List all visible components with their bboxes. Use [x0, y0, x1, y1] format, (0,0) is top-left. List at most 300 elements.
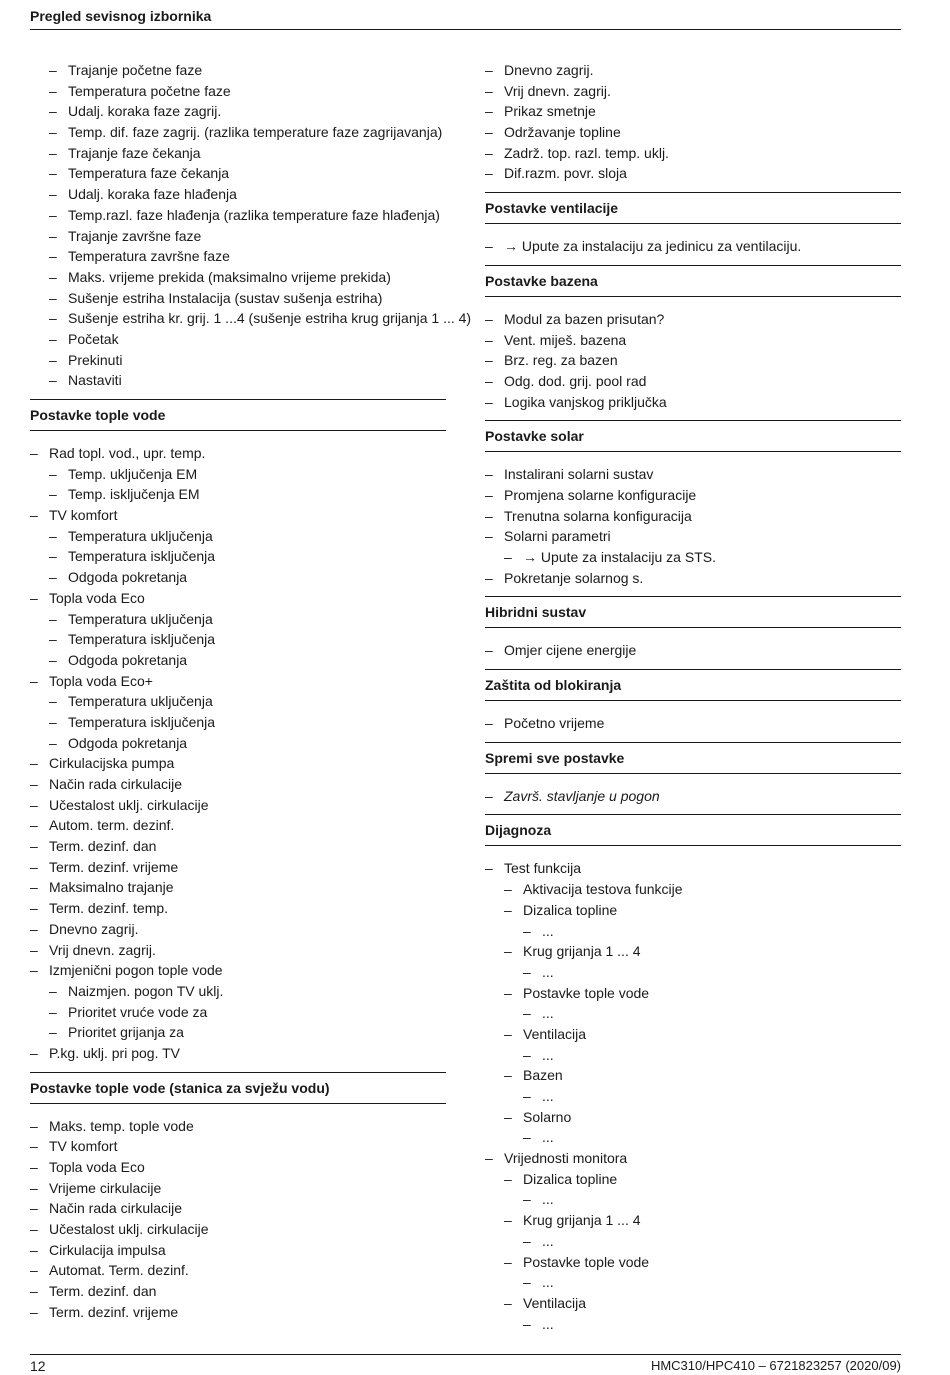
list-dash: –: [30, 1221, 38, 1238]
list-dash: –: [49, 103, 57, 120]
list-item: [485, 547, 901, 568]
list-dash: –: [504, 1253, 512, 1270]
list-item-text: Sušenje estriha kr. grij. 1 ...4 (sušenje estriha krug grijanja 1 ... 4): [68, 310, 472, 327]
list-item: [485, 122, 901, 143]
list-item: [30, 205, 446, 226]
list-dash: –: [30, 941, 38, 958]
list-item: [30, 143, 446, 164]
list-item: [485, 1169, 901, 1190]
list-item-text: Dizalica topline: [523, 901, 618, 918]
list-item-text: Prioritet vruće vode za: [68, 1003, 208, 1020]
list-item: [485, 1231, 901, 1252]
section-heading: Postavke solar: [485, 420, 901, 452]
list-dash: –: [504, 549, 512, 565]
list-item-text: ...: [542, 1005, 554, 1022]
list-item-text: Odg. dod. grij. pool rad: [504, 372, 647, 389]
list-dash: –: [485, 124, 493, 141]
list-item-text: Sušenje estriha Instalacija (sustav sušenja estriha): [68, 289, 383, 306]
list-item: [485, 983, 901, 1004]
page-header: [30, 6, 901, 30]
list-item: [30, 122, 446, 143]
list-item: [485, 506, 901, 527]
list-item: [30, 1022, 446, 1043]
list-dash: –: [30, 445, 38, 461]
list-item: [485, 640, 901, 661]
list-item-text: ...: [542, 1046, 554, 1063]
list-item: [30, 795, 446, 816]
list-item: [30, 546, 446, 567]
list-item-text: Učestalost uklj. cirkulacije: [49, 796, 209, 813]
list-dash: –: [485, 787, 493, 804]
list-item-text: Topla voda Eco: [49, 1159, 145, 1175]
list-item: [30, 350, 446, 371]
list-item-text: Bazen: [523, 1067, 563, 1084]
list-item: [30, 650, 446, 671]
list-item-text: Početak: [68, 330, 119, 347]
list-item: [30, 733, 446, 754]
list-item-text: Term. dezinf. vrijeme: [49, 1303, 179, 1320]
list-item-text: Maks. vrijeme prekida (maksimalno vrijeme prekida): [68, 268, 391, 285]
list-item-text: Temperatura uključenja: [68, 610, 213, 627]
list-item: [485, 143, 901, 164]
list-item: [30, 1002, 446, 1023]
list-item-text: Nastaviti: [68, 372, 122, 389]
list-dash: –: [49, 1003, 57, 1020]
list-item: [30, 308, 472, 329]
list-item-text: Solarno: [523, 1108, 572, 1125]
list-dash: –: [523, 1088, 531, 1104]
list-dash: –: [30, 858, 38, 875]
list-dash: –: [523, 922, 531, 939]
list-item-text: Maksimalno trajanje: [49, 879, 174, 896]
list-dash: –: [30, 672, 38, 689]
list-item: [485, 786, 901, 807]
list-item-text: Temp.razl. faze hlađenja (razlika temperature faze hlađenja): [68, 206, 440, 223]
list-dash: –: [49, 982, 57, 999]
list-item-text: Test funkcija: [504, 860, 582, 877]
list-item: [30, 1116, 446, 1137]
list-dash: –: [504, 1025, 512, 1042]
list-item-text: P.kg. uklj. pri pog. TV: [49, 1044, 180, 1061]
list-item-text: Vrij dnevn. zagrij.: [504, 82, 611, 99]
list-dash: –: [49, 330, 57, 347]
list-dash: –: [30, 920, 38, 937]
list-item-text: Održavanje topline: [504, 124, 621, 141]
list-item-text: Odgoda pokretanja: [68, 734, 188, 751]
list-dash: –: [485, 165, 493, 182]
list-item-text: Ventilacija: [523, 1294, 587, 1311]
list-item: [30, 1157, 446, 1178]
list-dash: –: [49, 713, 57, 730]
list-item: [30, 288, 446, 309]
list-item: [485, 371, 901, 392]
list-dash: –: [523, 1232, 531, 1249]
list-item-text: ...: [542, 1129, 554, 1146]
list-dash: –: [30, 838, 38, 855]
list-dash: –: [523, 963, 531, 980]
list-item-text: Odgoda pokretanja: [68, 651, 188, 668]
list-item-text: Temperatura isključenja: [68, 631, 216, 648]
list-item: [485, 309, 901, 330]
list-item: [485, 568, 901, 589]
list-item-text: Udalj. koraka faze hlađenja: [68, 186, 237, 203]
list-dash: –: [485, 144, 493, 161]
list-dash: –: [49, 206, 57, 223]
list-item: [485, 713, 901, 734]
list-dash: –: [485, 860, 493, 877]
list-item-text: Postavke tople vode: [523, 984, 650, 1001]
list-item-text: Prekinuti: [68, 351, 123, 368]
list-item: [485, 1210, 901, 1231]
list-item: [30, 267, 446, 288]
list-item: [30, 1136, 446, 1157]
list-item-text: Autom. term. dezinf.: [49, 817, 175, 834]
list-item-text: Odgoda pokretanja: [68, 569, 188, 586]
section-heading: Zaštita od blokiranja: [485, 669, 901, 701]
list-dash: –: [30, 1117, 38, 1134]
list-item-text: → Upute za instalaciju za jedinicu za ventilaciju.: [504, 238, 802, 255]
list-item-text: Maks. temp. tople vode: [49, 1117, 194, 1134]
list-item: [485, 1148, 901, 1169]
list-item-text: ...: [542, 963, 554, 980]
list-item: [30, 671, 446, 692]
list-item: [485, 236, 901, 257]
list-item-text: Term. dezinf. vrijeme: [49, 858, 179, 875]
list-item: [485, 921, 901, 942]
document-id: HMC310/HPC410 – 6721823257 (2020/09): [650, 1358, 901, 1373]
list-dash: –: [504, 1108, 512, 1125]
list-dash: –: [49, 465, 57, 482]
list-dash: –: [485, 642, 493, 659]
list-dash: –: [49, 651, 57, 668]
list-dash: –: [485, 393, 493, 410]
list-item-text: Dnevno zagrij.: [49, 920, 139, 937]
list-dash: –: [49, 248, 57, 265]
list-dash: –: [49, 548, 57, 565]
list-item-text: ...: [542, 1232, 554, 1249]
list-item-text: Postavke tople vode: [523, 1253, 650, 1270]
list-dash: –: [485, 569, 493, 586]
list-dash: –: [485, 331, 493, 348]
list-item: [485, 464, 901, 485]
list-item: [30, 815, 446, 836]
list-item-text: Temp. uključenja EM: [68, 465, 198, 482]
list-item: [30, 443, 446, 464]
list-item-text: Vrij dnevn. zagrij.: [49, 941, 156, 958]
list-item-text: Temp. dif. faze zagrij. (razlika temperature faze zagrijavanja): [68, 124, 443, 141]
list-item-text: ...: [542, 1191, 554, 1208]
list-item-text: Cirkulacija impulsa: [49, 1241, 166, 1258]
list-dash: –: [485, 466, 493, 483]
list-item-text: Ventilacija: [523, 1025, 587, 1042]
list-item-text: Prioritet grijanja za: [68, 1024, 184, 1041]
list-item-text: Završ. stavljanje u pogon: [504, 787, 660, 804]
list-item-text: Pokretanje solarnog s.: [504, 569, 644, 586]
list-item-text: Dnevno zagrij.: [504, 62, 594, 78]
list-item-text: Temperatura završne faze: [68, 248, 230, 265]
list-item-text: Krug grijanja 1 ... 4: [523, 1212, 641, 1229]
list-dash: –: [49, 486, 57, 503]
list-item-text: Topla voda Eco+: [49, 672, 153, 689]
list-item: [30, 505, 446, 526]
list-item-text: Brz. reg. za bazen: [504, 352, 618, 369]
list-dash: –: [523, 1315, 531, 1332]
list-item-text: Rad topl. vod., upr. temp.: [49, 445, 206, 461]
list-item-text: Temp. isključenja EM: [68, 486, 200, 503]
list-item: [30, 101, 446, 122]
section-heading: Dijagnoza: [485, 814, 901, 846]
list-item: [30, 1219, 446, 1240]
section-heading: Postavke tople vode: [30, 399, 446, 431]
list-item-text: Dif.razm. povr. sloja: [504, 165, 627, 182]
list-dash: –: [49, 351, 57, 368]
list-dash: –: [49, 372, 57, 389]
list-dash: –: [523, 1129, 531, 1146]
list-item: [485, 900, 901, 921]
list-dash: –: [30, 817, 38, 834]
list-dash: –: [30, 1200, 38, 1217]
list-dash: –: [30, 1179, 38, 1196]
list-item: [485, 962, 901, 983]
list-item-text: Solarni parametri: [504, 528, 611, 545]
list-item-text: ...: [542, 1315, 554, 1332]
list-dash: –: [523, 1191, 531, 1208]
list-item-text: Omjer cijene energije: [504, 642, 637, 659]
list-dash: –: [523, 1005, 531, 1022]
list-item: [30, 246, 446, 267]
section-heading: Postavke bazena: [485, 265, 901, 297]
right-column: [485, 60, 901, 1334]
list-dash: –: [485, 82, 493, 99]
list-dash: –: [49, 310, 57, 327]
list-item: [485, 1003, 901, 1024]
list-dash: –: [30, 1262, 38, 1279]
list-item-text: Krug grijanja 1 ... 4: [523, 943, 641, 960]
list-dash: –: [485, 103, 493, 120]
list-item: [485, 1293, 901, 1314]
list-item-text: TV komfort: [49, 1138, 118, 1155]
list-item: [30, 588, 446, 609]
list-dash: –: [49, 569, 57, 586]
list-item: [30, 1260, 446, 1281]
list-dash: –: [485, 528, 493, 545]
list-item-text: Temperatura faze čekanja: [68, 165, 230, 182]
list-dash: –: [504, 943, 512, 960]
list-dash: –: [49, 527, 57, 544]
list-item-text: → Upute za instalaciju za STS.: [523, 549, 716, 565]
list-item-text: Prikaz smetnje: [504, 103, 596, 120]
list-item-text: Vrijeme cirkulacije: [49, 1179, 162, 1196]
list-item: [30, 691, 446, 712]
list-dash: –: [30, 1303, 38, 1320]
section-heading: Postavke tople vode (stanica za svježu vodu): [30, 1072, 446, 1104]
list-item-text: Trenutna solarna konfiguracija: [504, 507, 692, 524]
list-item-text: ...: [542, 1274, 554, 1291]
list-item: [30, 960, 446, 981]
list-item-text: Aktivacija testova funkcije: [523, 881, 683, 898]
list-item-text: Temperatura isključenja: [68, 548, 216, 565]
list-dash: –: [523, 1046, 531, 1063]
list-dash: –: [485, 238, 493, 255]
list-dash: –: [49, 268, 57, 285]
list-item: [30, 857, 446, 878]
list-item-text: TV komfort: [49, 507, 118, 524]
list-item: [30, 609, 446, 630]
list-item: [485, 526, 901, 547]
list-item-text: Cirkulacijska pumpa: [49, 755, 175, 772]
list-dash: –: [30, 507, 38, 524]
list-item: [30, 919, 446, 940]
list-dash: –: [485, 372, 493, 389]
list-dash: –: [504, 1294, 512, 1311]
list-item: [485, 350, 901, 371]
list-item: [485, 1045, 901, 1066]
list-item-text: Vent. miješ. bazena: [504, 331, 627, 348]
list-item: [485, 1272, 901, 1293]
list-dash: –: [49, 734, 57, 751]
list-item: [30, 877, 446, 898]
list-item: [30, 163, 446, 184]
list-item: [30, 940, 446, 961]
list-dash: –: [485, 1150, 493, 1167]
list-item: [485, 1314, 901, 1335]
list-item-text: Učestalost uklj. cirkulacije: [49, 1221, 209, 1238]
list-item-text: Temperatura isključenja: [68, 713, 216, 730]
section-heading: Spremi sve postavke: [485, 742, 901, 774]
list-item: [30, 184, 446, 205]
list-dash: –: [30, 1241, 38, 1258]
list-dash: –: [30, 1044, 38, 1061]
list-item-text: Modul za bazen prisutan?: [504, 310, 665, 327]
list-item: [30, 226, 446, 247]
list-item-text: Naizmjen. pogon TV uklj.: [68, 982, 224, 999]
list-item: [485, 1065, 901, 1086]
list-item: [30, 981, 446, 1002]
list-dash: –: [49, 227, 57, 244]
list-item-text: Način rada cirkulacije: [49, 1200, 183, 1217]
list-item: [485, 485, 901, 506]
list-item: [485, 1189, 901, 1210]
list-dash: –: [504, 1067, 512, 1084]
list-item: [485, 1086, 901, 1107]
list-dash: –: [485, 62, 493, 78]
list-item: [30, 753, 446, 774]
left-column: [30, 60, 472, 1323]
list-dash: –: [30, 879, 38, 896]
list-item-text: ...: [542, 1088, 554, 1104]
list-dash: –: [485, 310, 493, 327]
list-dash: –: [49, 631, 57, 648]
list-item: [30, 60, 446, 81]
list-item-text: Zadrž. top. razl. temp. uklj.: [504, 144, 669, 161]
list-item-text: Temperatura uključenja: [68, 693, 213, 710]
page-header-title: Pregled sevisnog izbornika: [30, 8, 212, 24]
list-item: [30, 81, 446, 102]
list-dash: –: [30, 589, 38, 606]
list-dash: –: [30, 776, 38, 792]
list-item: [30, 484, 446, 505]
list-item: [485, 81, 901, 102]
list-dash: –: [504, 1212, 512, 1229]
list-item-text: Logika vanjskog priključka: [504, 393, 667, 410]
list-item: [485, 879, 901, 900]
list-item-text: Term. dezinf. dan: [49, 838, 157, 855]
list-item: [30, 1043, 446, 1064]
list-item-text: Trajanje faze čekanja: [68, 144, 201, 161]
list-item-text: ...: [542, 922, 554, 939]
list-item: [485, 60, 901, 81]
list-dash: –: [485, 507, 493, 524]
list-dash: –: [504, 901, 512, 918]
list-item-text: Izmjenični pogon tople vode: [49, 962, 223, 979]
section-heading: Hibridni sustav: [485, 596, 901, 628]
list-dash: –: [504, 984, 512, 1001]
list-dash: –: [49, 165, 57, 182]
list-dash: –: [49, 144, 57, 161]
list-item-text: Trajanje početne faze: [68, 62, 203, 78]
list-dash: –: [30, 1138, 38, 1155]
list-dash: –: [49, 82, 57, 99]
list-item-text: Vrijednosti monitora: [504, 1150, 628, 1167]
list-item-text: Automat. Term. dezinf.: [49, 1262, 189, 1279]
list-dash: –: [485, 715, 493, 732]
list-item: [485, 1024, 901, 1045]
list-item-text: Temperatura početne faze: [68, 82, 231, 99]
list-item: [30, 898, 446, 919]
list-dash: –: [49, 186, 57, 203]
list-item: [30, 1178, 446, 1199]
list-dash: –: [30, 1159, 38, 1175]
list-dash: –: [49, 693, 57, 710]
list-item: [485, 1107, 901, 1128]
list-item: [30, 836, 446, 857]
list-item: [485, 392, 901, 413]
list-item: [30, 329, 446, 350]
list-item: [30, 1198, 446, 1219]
list-item: [30, 464, 446, 485]
list-item: [30, 526, 446, 547]
page-footer: [30, 1354, 901, 1374]
list-item: [30, 629, 446, 650]
section-heading: Postavke ventilacije: [485, 192, 901, 224]
list-dash: –: [30, 796, 38, 813]
list-item: [485, 1252, 901, 1273]
list-dash: –: [49, 1024, 57, 1041]
list-item: [485, 101, 901, 122]
list-item: [30, 1240, 446, 1261]
list-item: [30, 712, 446, 733]
list-item: [485, 163, 901, 184]
list-item: [485, 1127, 901, 1148]
list-item-text: Početno vrijeme: [504, 715, 605, 732]
list-item-text: Promjena solarne konfiguracije: [504, 486, 697, 503]
list-dash: –: [49, 289, 57, 306]
list-dash: –: [30, 755, 38, 772]
list-item: [485, 941, 901, 962]
list-dash: –: [523, 1274, 531, 1291]
list-item: [485, 858, 901, 879]
list-dash: –: [485, 486, 493, 503]
list-dash: –: [504, 881, 512, 898]
list-dash: –: [485, 352, 493, 369]
list-item-text: Instalirani solarni sustav: [504, 466, 654, 483]
list-dash: –: [30, 962, 38, 979]
page-number: 12: [30, 1358, 46, 1374]
list-item: [30, 1302, 446, 1323]
list-item-text: Dizalica topline: [523, 1170, 618, 1187]
list-dash: –: [49, 62, 57, 78]
list-item-text: Udalj. koraka faze zagrij.: [68, 103, 222, 120]
